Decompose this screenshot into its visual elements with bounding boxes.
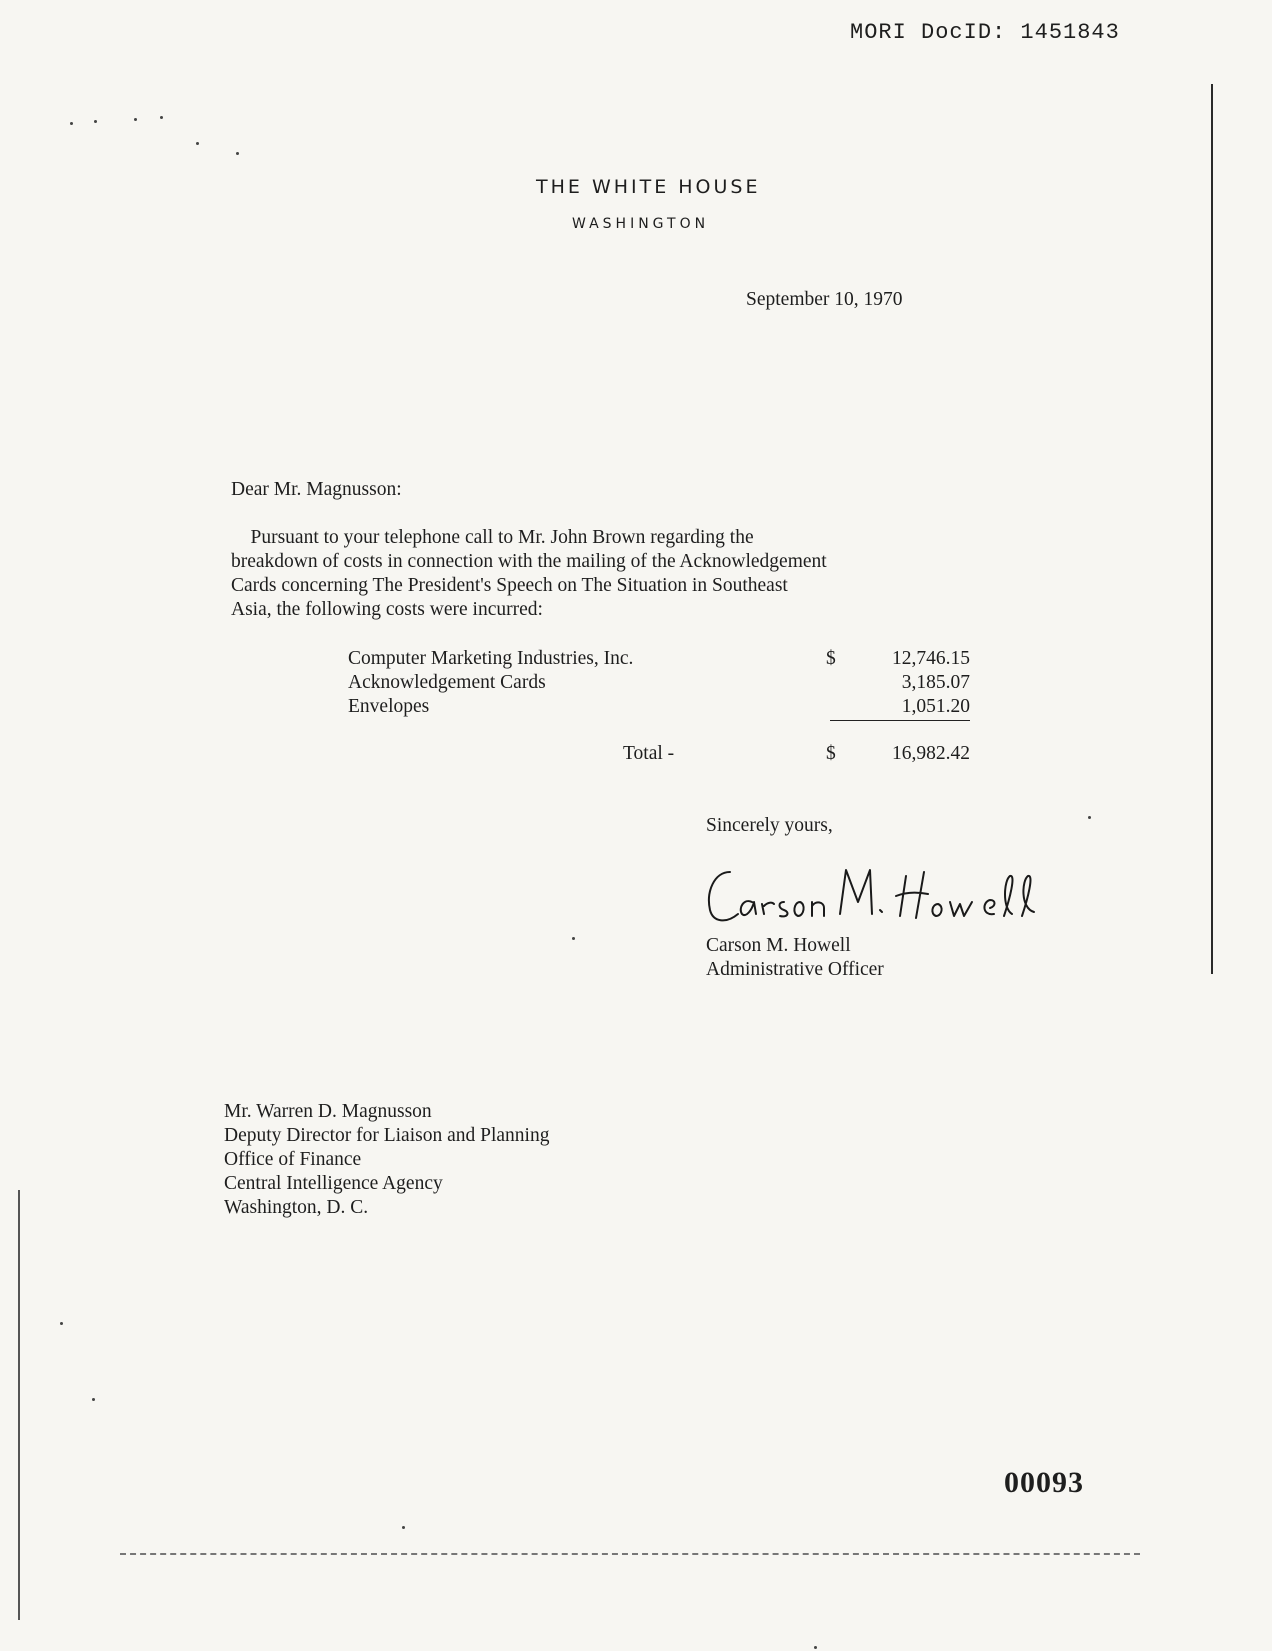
cost-item-label: Computer Marketing Industries, Inc. — [348, 648, 634, 669]
letterhead-city: WASHINGTON — [572, 216, 710, 232]
letterhead-title: THE WHITE HOUSE — [536, 176, 761, 198]
currency-symbol: $ — [826, 743, 836, 764]
cost-item-label: Envelopes — [348, 696, 430, 717]
document-id: MORI DocID: 1451843 — [850, 20, 1120, 45]
cost-item-amount: 1,051.20 — [830, 695, 970, 721]
letter-date: September 10, 1970 — [746, 289, 903, 310]
signer-name: Carson M. Howell — [706, 935, 851, 956]
cost-item-amount: 12,746.15 — [892, 648, 970, 669]
bottom-dashed-rule — [120, 1553, 1140, 1555]
currency-symbol: $ — [826, 648, 836, 669]
letter-body: Pursuant to your telephone call to Mr. John Brown regarding the breakdown of costs in connection with the mailing of the Acknowledgement Cards concerning The President's Speech on The Situation in Southeast Asia, the following costs were incurred: — [231, 527, 827, 620]
handwritten-signature — [700, 858, 1040, 938]
total-amount: 16,982.42 — [892, 743, 970, 764]
total-label: Total - — [623, 743, 675, 764]
right-margin-rule — [1211, 84, 1213, 974]
signer-title: Administrative Officer — [706, 959, 884, 980]
left-margin-rule — [18, 1190, 20, 1620]
cost-item-label: Acknowledgement Cards — [348, 672, 546, 693]
salutation: Dear Mr. Magnusson: — [231, 479, 402, 500]
page-number: 00093 — [1004, 1466, 1084, 1499]
closing: Sincerely yours, — [706, 815, 833, 836]
cost-item-amount: 3,185.07 — [901, 672, 970, 693]
addressee-block: Mr. Warren D. Magnusson Deputy Director for Liaison and Planning Office of Finance Central Intelligence Agency Washington, D. C. — [224, 1101, 550, 1218]
